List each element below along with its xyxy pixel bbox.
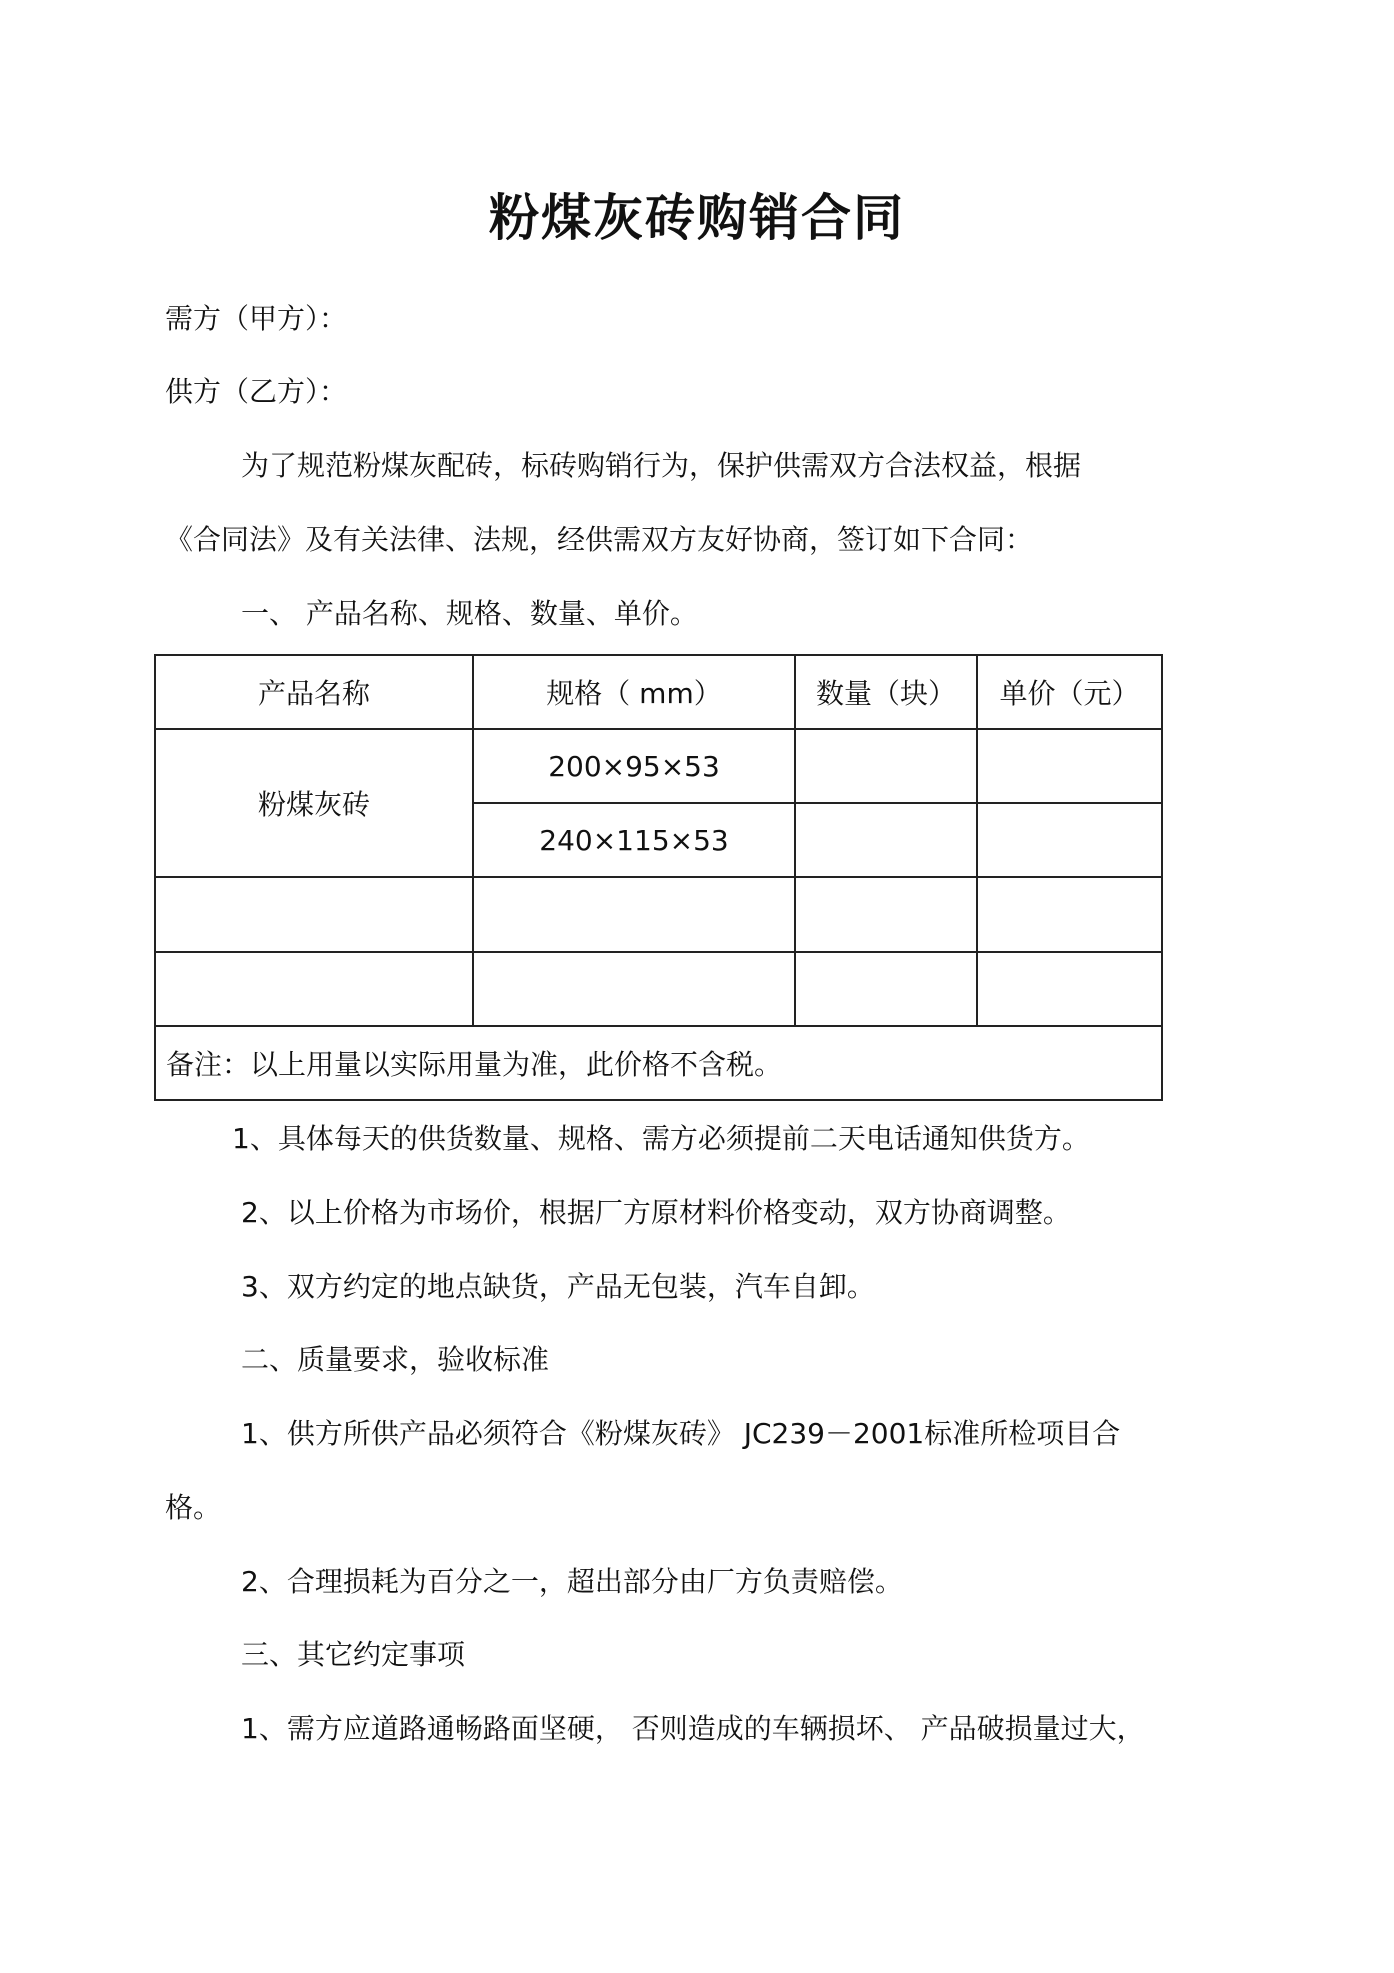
section1-heading: 一、 产品名称、规格、数量、单价。 xyxy=(241,597,698,630)
product-table xyxy=(154,654,1163,1101)
section2-item2: 2、合理损耗为百分之一，超出部分由厂方负责赔偿。 xyxy=(241,1565,903,1598)
section1-item2: 2、以上价格为市场价，根据厂方原材料价格变动，双方协商调整。 xyxy=(241,1196,1071,1229)
cell-unit-price xyxy=(977,803,1162,877)
cell-empty xyxy=(155,952,473,1026)
cell-empty xyxy=(155,877,473,951)
section3-item1: 1、需方应道路通畅路面坚硬， 否则造成的车辆损坏、 产品破损量过大， xyxy=(241,1712,1145,1745)
table-header-row xyxy=(155,655,1162,729)
section2-item1-line2: 格。 xyxy=(165,1491,222,1524)
header-product-name: 产品名称 xyxy=(155,655,473,729)
table-remark: 备注：以上用量以实际用量为准，此价格不含税。 xyxy=(155,1026,1162,1100)
section2-heading: 二、质量要求，验收标准 xyxy=(241,1343,550,1376)
section1-item3: 3、双方约定的地点缺货，产品无包装，汽车自卸。 xyxy=(241,1270,875,1303)
header-unit-price: 单价（元） xyxy=(977,655,1162,729)
cell-unit-price xyxy=(977,729,1162,803)
cell-empty xyxy=(795,877,977,951)
cell-product-name: 粉煤灰砖 xyxy=(155,729,473,877)
table-row xyxy=(155,952,1162,1026)
table-row xyxy=(155,877,1162,951)
section1-item1: 1、具体每天的供货数量、规格、需方必须提前二天电话通知供货方。 xyxy=(232,1122,1090,1155)
cell-quantity xyxy=(795,729,977,803)
document-title: 粉煤灰砖购销合同 xyxy=(489,189,905,247)
table-row xyxy=(155,729,1162,803)
cell-empty xyxy=(795,952,977,1026)
table-remark-row xyxy=(155,1026,1162,1100)
cell-quantity xyxy=(795,803,977,877)
header-quantity: 数量（块） xyxy=(795,655,977,729)
intro-paragraph-line1: 为了规范粉煤灰配砖，标砖购销行为，保护供需双方合法权益，根据 xyxy=(241,449,1082,482)
header-spec: 规格（ mm） xyxy=(473,655,795,729)
cell-spec: 240×115×53 xyxy=(473,803,795,877)
intro-paragraph-line2: 《合同法》及有关法律、法规，经供需双方友好协商，签订如下合同： xyxy=(165,523,1034,556)
cell-empty xyxy=(473,952,795,1026)
section2-item1-line1: 1、供方所供产品必须符合《粉煤灰砖》 JC239－2001标准所检项目合 xyxy=(241,1417,1121,1450)
section3-heading: 三、其它约定事项 xyxy=(241,1638,466,1671)
cell-spec: 200×95×53 xyxy=(473,729,795,803)
cell-empty xyxy=(977,877,1162,951)
seller-label: 供方（乙方）： xyxy=(165,375,348,408)
cell-empty xyxy=(473,877,795,951)
cell-empty xyxy=(977,952,1162,1026)
buyer-label: 需方（甲方）： xyxy=(165,302,348,335)
